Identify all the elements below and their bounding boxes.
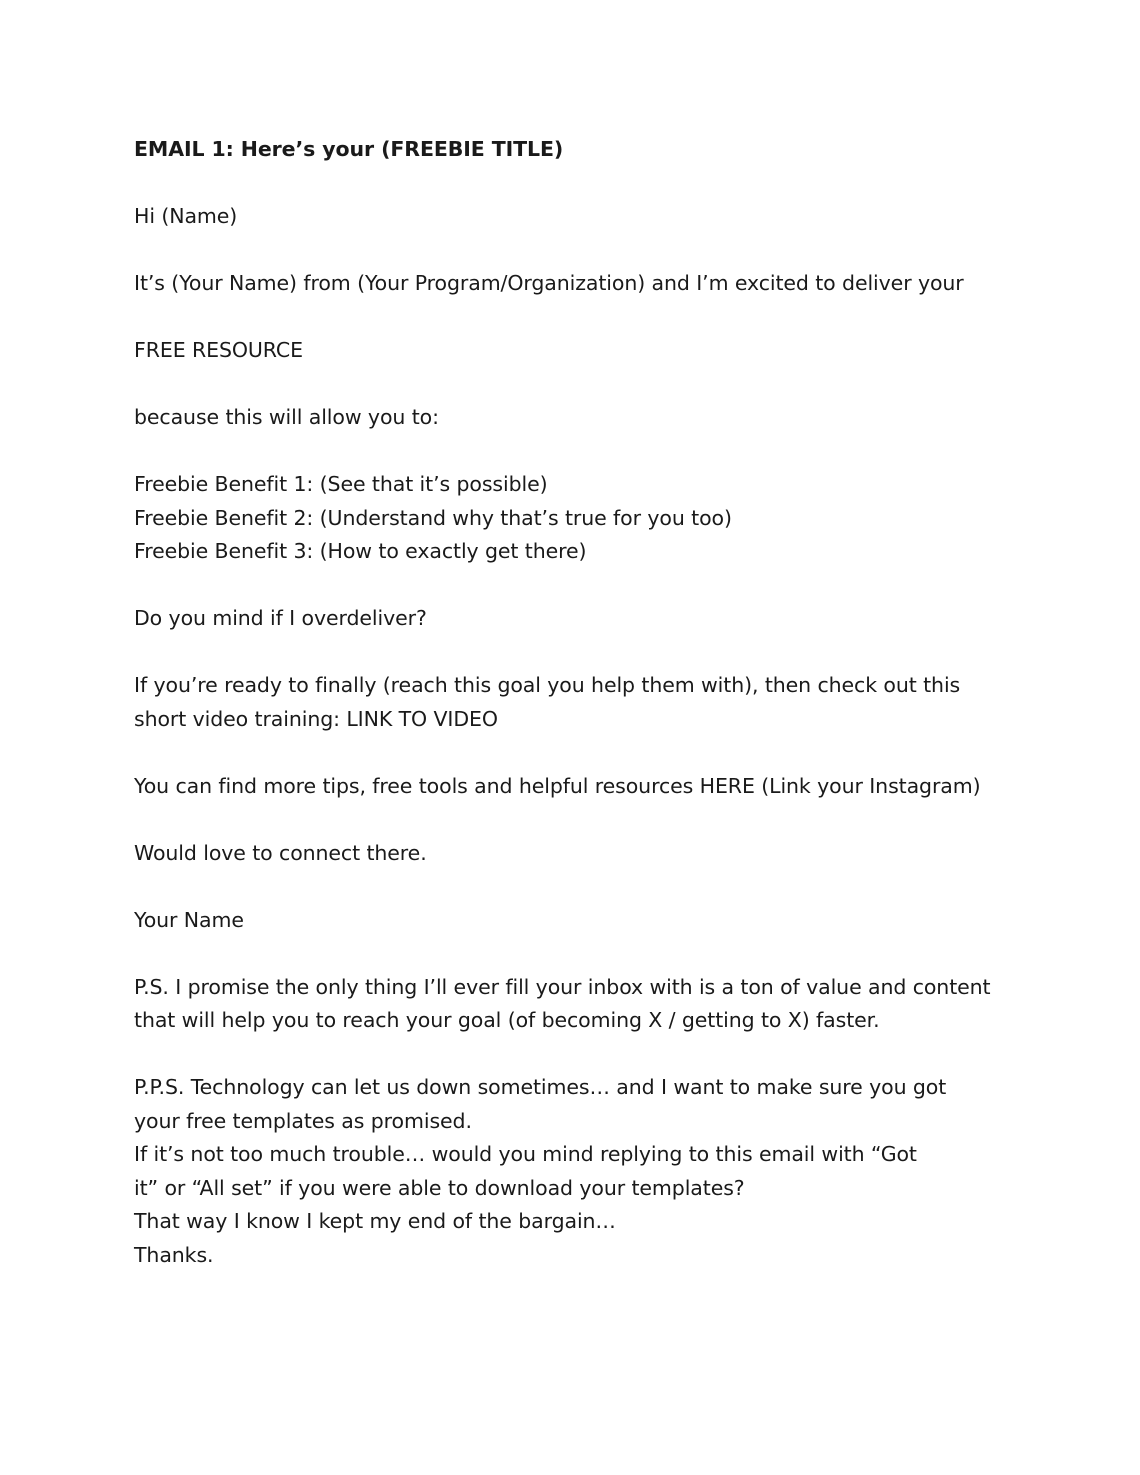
ps-line: P.S. I promise the only thing I’ll ever fill your inbox with is a ton of value and content	[134, 974, 991, 999]
spacer	[134, 435, 1014, 469]
spacer	[134, 1038, 1014, 1072]
pps-line: That way I know I kept my end of the bargain…	[134, 1209, 616, 1233]
benefit-item: Freebie Benefit 2: (Understand why that’s true for you too)	[134, 505, 732, 530]
spacer	[134, 636, 1014, 670]
spacer	[134, 234, 1014, 268]
ready-line: If you’re ready to finally (reach this goal you help them with), then check out this	[134, 673, 961, 697]
benefit-item: Freebie Benefit 1: (See that it’s possible)	[134, 472, 548, 496]
email-title: EMAIL 1: Here’s your (FREEBIE TITLE)	[134, 137, 564, 161]
spacer	[134, 736, 1014, 770]
spacer	[134, 569, 1014, 603]
spacer	[134, 301, 1014, 335]
overdeliver-line: Do you mind if I overdeliver?	[134, 606, 427, 630]
spacer	[134, 937, 1014, 971]
benefit-item: Freebie Benefit 3: (How to exactly get there)	[134, 539, 587, 563]
spacer	[134, 368, 1014, 402]
resource-line: FREE RESOURCE	[134, 338, 303, 362]
connect-line: Would love to connect there.	[134, 840, 427, 865]
ready-line: short video training: LINK TO VIDEO	[134, 706, 498, 731]
because-line: because this will allow you to:	[134, 405, 439, 429]
email-template-body	[134, 133, 1014, 1272]
tips-line: You can find more tips, free tools and helpful resources HERE (Link your Instagram)	[134, 773, 981, 798]
pps-line: it” or “All set” if you were able to download your templates?	[134, 1175, 745, 1200]
signature: Your Name	[134, 907, 244, 932]
pps-line: your free templates as promised.	[134, 1108, 472, 1133]
pps-line: P.P.S. Technology can let us down sometimes… and I want to make sure you got	[134, 1075, 947, 1099]
pps-line: If it’s not too much trouble… would you mind replying to this email with “Got	[134, 1142, 917, 1166]
spacer	[134, 803, 1014, 837]
spacer	[134, 167, 1014, 201]
greeting: Hi (Name)	[134, 204, 238, 228]
pps-line: Thanks.	[134, 1242, 214, 1267]
intro-paragraph: It’s (Your Name) from (Your Program/Organization) and I’m excited to deliver your	[134, 271, 964, 295]
ps-line: that will help you to reach your goal (of becoming X / getting to X) faster.	[134, 1008, 880, 1032]
spacer	[134, 870, 1014, 904]
